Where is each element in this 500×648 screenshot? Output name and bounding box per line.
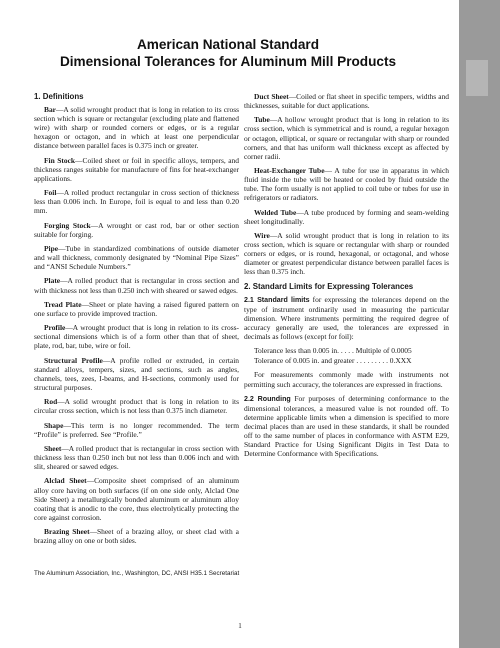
page-title — [0, 36, 456, 70]
definitions-list-continued — [244, 92, 449, 276]
definition-text: — A tube for use in apparatus in which fluid inside the tube will be heated or cooled by fluid outside the tube. The form usually is not applied to coil tube or tubes for use in refrigerators or radiators. — [244, 166, 449, 203]
definition-term: Bar — [44, 105, 56, 114]
paragraph-text: for expressing the tolerances depend on the type of instrument ordinarily used in measuring the particular dimension. Where instruments permitting the required degree of accuracy generally are used, the tolerances are expressed in decimals as follows (except for foil): — [244, 294, 449, 341]
paragraph-text: For purposes of determining conformance to the dimensional tolerances, a measured value is not rounded off. To determine applicable limits when a dimension is specified to more decimal places than are used in these standards, it shall be rounded off to the same number of places in conformance with ASTM E29, Standard Practice for Using Significant Digits in Test Data to Determine Conformance with Specifications. — [244, 393, 449, 459]
definition-text: —A rolled product that is rectangular in cross section and with thickness not less than 0.250 inch with sheared or sawed edges. — [34, 276, 239, 295]
definition-term: Pipe — [44, 243, 59, 253]
tolerance-line: Tolerance less than 0.005 in. . . . . Multiple of 0.0005 — [254, 346, 412, 356]
definition-term: Heat-Exchanger Tube — [254, 166, 325, 176]
title-line-1: American National Standard — [136, 37, 320, 52]
definition-term: Wire — [254, 230, 270, 240]
definition-entry — [34, 323, 239, 350]
side-section-tab — [466, 60, 488, 96]
definition-text: —A solid wrought product that is long in relation to its cross section, which is square or rectangular with sharp or rounded corners or edges, or is round, hexagonal, or octagonal, and whose diameter or greatest perpendicular distance between parallel faces is less than 0.375 inch. — [244, 230, 449, 277]
title-line-2: Dimensional Tolerances for Aluminum Mill Products — [59, 54, 397, 69]
definition-text: —A tube produced by forming and seam-welding sheet longitudinally. — [244, 207, 450, 226]
definition-term: Plate — [44, 276, 61, 286]
left-column — [34, 92, 239, 550]
definition-term: Alclad Sheet — [44, 476, 87, 486]
tolerance-list — [254, 346, 449, 365]
footer-credit: The Aluminum Association, Inc., Washington, DC, ANSI H35.1 Secretariat — [34, 570, 240, 577]
definition-term: Forging Stock — [44, 220, 91, 230]
definition-text: —A wrought product that is long in relation to its cross-sectional dimensions which is of a form other than that of sheet, plate, rod, bar, tube, wire or foil. — [34, 323, 239, 351]
definition-entry — [34, 188, 239, 215]
definition-term: Shape — [44, 420, 64, 430]
definition-term: Foil — [44, 188, 57, 198]
definition-term: Sheet — [44, 443, 62, 453]
definition-entry — [244, 166, 449, 202]
definition-entry — [34, 476, 239, 521]
definition-term: Rod — [44, 397, 58, 407]
definition-term: Profile — [44, 323, 66, 333]
definition-term: Duct Sheet — [254, 92, 289, 101]
definition-term: Tube — [254, 115, 270, 125]
paragraph-measurements: For measurements commonly made with instruments not permitting such accuracy, the tolerances are expressed in fractions. — [244, 370, 449, 389]
paragraph-lead: 2.2 Rounding — [244, 394, 291, 403]
definition-text: —A profile rolled or extruded, in certain standard alloys, tempers, sizes, and sections, such as angles, channels, tees, zees, I-beams, and H-sections, commonly used for structural purposes. — [34, 355, 239, 392]
paragraph-2-2 — [244, 394, 449, 459]
definition-entry — [34, 397, 239, 415]
definition-entry — [244, 231, 449, 276]
definition-text: —Coiled or flat sheet in specific tempers, widths and thicknesses, suitable for duct applications. — [244, 92, 450, 111]
definition-entry — [34, 444, 239, 471]
definition-entry — [34, 527, 239, 545]
paragraph-lead: 2.1 Standard limits — [244, 295, 310, 304]
definitions-list — [34, 105, 239, 545]
definition-entry — [244, 115, 449, 160]
section-heading-definitions: 1. Definitions — [34, 92, 84, 101]
definition-text: —A rolled product rectangular in cross section of thickness less than 0.006 inch. In Europe, foil is equal to and less than 0.20 mm. — [34, 188, 239, 216]
definition-text: —Coiled sheet or foil in specific alloys, tempers, and thickness ranges suitable for manufacture of fins for heat-exchanger applications. — [34, 155, 239, 183]
definition-entry — [34, 421, 239, 439]
definition-text: —A wrought or cast rod, bar or other section suitable for forging. — [34, 220, 239, 239]
definition-entry — [244, 92, 449, 110]
definition-entry — [34, 221, 239, 239]
definition-text: —Tube in standardized combinations of outside diameter and wall thickness, commonly designated by “Nominal Pipe Sizes” and “ANSI Schedule Numbers.” — [34, 243, 239, 272]
definition-text: —Composite sheet comprised of an aluminum alloy core having on both surfaces (if on one side only, Alclad One Side Sheet) a metallurgically bonded aluminum or aluminum alloy coating that is anodic to the core, thus electrolytically protecting the core against corrosion. — [34, 476, 239, 522]
definition-text: —A hollow wrought product that is long in relation to its cross section, which is symmetrical and is round, a regular hexagon or octagon, elliptical, or square or rectangular with sharp or rounded corners, and that has uniform wall thickness except as affected by corner radii. — [244, 115, 449, 161]
section-heading-tolerances: 2. Standard Limits for Expressing Tolerances — [244, 281, 414, 291]
definition-term: Brazing Sheet — [44, 527, 90, 537]
definition-entry — [34, 356, 239, 392]
definition-text: —This term is no longer recommended. The term “Profile” is preferred. See “Profile.” — [34, 420, 239, 439]
page-number: 1 — [238, 622, 242, 630]
definition-term: Structural Profile — [44, 355, 103, 365]
definition-term: Welded Tube — [254, 207, 297, 217]
definition-text: —A solid wrought product that is long in relation to its cross section which is square or rectangular (excluding plate and flattened wire) with sharp or rounded corners or edges, or is a regular hexagon or octagon, and in which at least one perpendicular distance between parallel faces is 0.375 inch or greater. — [34, 105, 239, 151]
side-thumb-bar — [459, 0, 500, 648]
definition-term: Fin Stock — [44, 155, 76, 165]
definition-entry — [244, 208, 449, 226]
definition-text: —Sheet of a brazing alloy, or sheet clad with a brazing alloy on one or both sides. — [34, 527, 239, 546]
definition-entry — [34, 300, 239, 318]
definition-text: —A rolled product that is rectangular in cross section with thickness less than 0.250 inch but not less than 0.006 inch and with slit, sheared or sawed edges. — [34, 443, 239, 472]
definition-entry — [34, 244, 239, 271]
tolerance-line: Tolerance of 0.005 in. and greater . . . . . . . . . 0.XXX — [254, 355, 412, 365]
definition-term: Tread Plate — [44, 299, 82, 309]
definition-text: —A solid wrought product that is long in relation to its circular cross section, which is not less than 0.375 inch diameter. — [34, 397, 239, 416]
right-column — [244, 92, 449, 464]
definition-entry — [34, 276, 239, 294]
definition-text: —Sheet or plate having a raised figured pattern on one surface to provide improved traction. — [34, 299, 239, 318]
definition-entry — [34, 156, 239, 183]
definition-entry — [34, 105, 239, 150]
paragraph-2-1 — [244, 295, 449, 341]
